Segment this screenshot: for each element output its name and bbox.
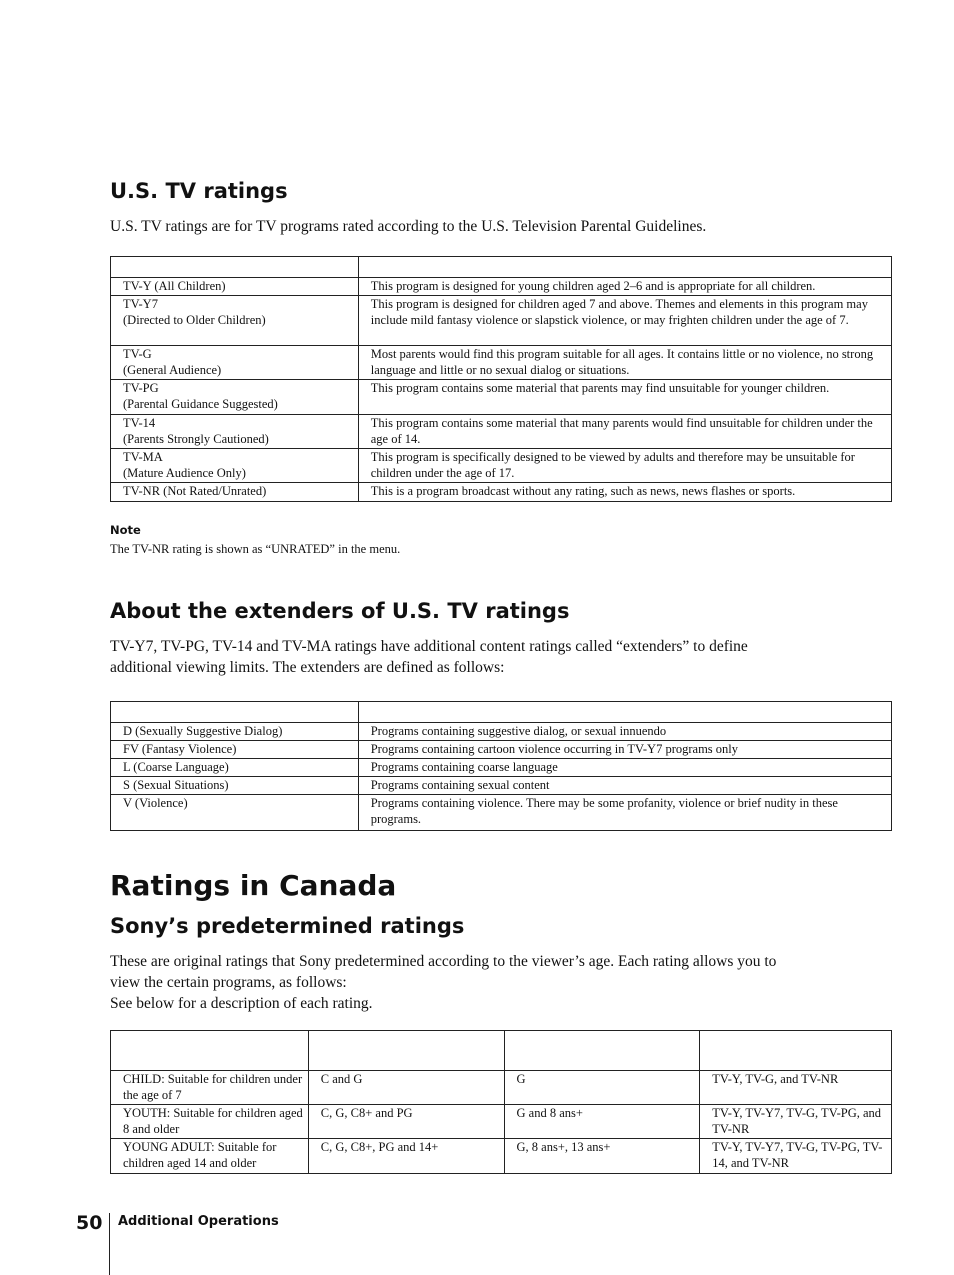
extender-cell: FV (Fantasy Violence) xyxy=(111,741,359,759)
table-row xyxy=(111,296,892,346)
rating-cell xyxy=(111,278,359,296)
table-row xyxy=(111,795,892,831)
canada-intro-line-1: These are original ratings that Sony predetermined according to the viewer’s age. Each rating allows you to xyxy=(110,953,777,970)
description-cell: Programs containing coarse language xyxy=(358,759,891,777)
table-header-cell xyxy=(504,1031,700,1071)
rating-meaning: (Mature Audience Only) xyxy=(123,466,246,480)
table-row xyxy=(111,741,892,759)
rating-name: TV-MA xyxy=(123,450,163,464)
table-row xyxy=(111,777,892,795)
extenders-heading: About the extenders of U.S. TV ratings xyxy=(110,599,570,623)
french-rating-cell: G xyxy=(504,1071,700,1105)
rating-meaning: (General Audience) xyxy=(123,363,222,377)
rating-name: TV-Y7 xyxy=(123,297,158,311)
sony-ratings-heading: Sony’s predetermined ratings xyxy=(110,914,465,938)
table-row xyxy=(111,723,892,741)
extenders-table xyxy=(110,701,892,831)
description-cell: Programs containing violence. There may be some profanity, violence or brief nudity in these programs. xyxy=(358,795,891,831)
description-cell: Most parents would find this program suitable for all ages. It contains little or no violence, no strong language and little or no sexual dialog or situations. xyxy=(358,346,891,380)
table-row xyxy=(111,346,892,380)
table-header-cell xyxy=(358,702,891,723)
english-rating-cell: C, G, C8+ and PG xyxy=(308,1105,504,1139)
extender-cell: S (Sexual Situations) xyxy=(111,777,359,795)
section-label: Additional Operations xyxy=(118,1214,279,1229)
us-rating-cell: TV-Y, TV-Y7, TV-G, TV-PG, and TV-NR xyxy=(700,1105,892,1139)
rating-name: TV-Y (All Children) xyxy=(123,279,226,293)
table-row xyxy=(111,380,892,415)
us-ratings-intro: U.S. TV ratings are for TV programs rated according to the U.S. Television Parental Guidelines. xyxy=(110,218,707,235)
us-rating-cell: TV-Y, TV-G, and TV-NR xyxy=(700,1071,892,1105)
table-row xyxy=(111,1071,892,1105)
description-cell: Programs containing sexual content xyxy=(358,777,891,795)
rating-cell xyxy=(111,296,359,346)
table-row xyxy=(111,759,892,777)
us-ratings-table xyxy=(110,256,892,502)
canada-title: Ratings in Canada xyxy=(110,869,397,902)
table-header-cell xyxy=(111,257,359,278)
table-row xyxy=(111,1139,892,1174)
rating-cell xyxy=(111,380,359,415)
us-rating-cell: TV-Y, TV-Y7, TV-G, TV-PG, TV-14, and TV-NR xyxy=(700,1139,892,1174)
table-row xyxy=(111,1105,892,1139)
extenders-intro-line-2: additional viewing limits. The extenders are defined as follows: xyxy=(110,659,505,676)
table-row xyxy=(111,449,892,483)
extender-cell: D (Sexually Suggestive Dialog) xyxy=(111,723,359,741)
rating-cell xyxy=(111,483,359,502)
french-rating-cell: G and 8 ans+ xyxy=(504,1105,700,1139)
table-header-cell xyxy=(358,257,891,278)
rating-name: TV-G xyxy=(123,347,152,361)
table-header-row xyxy=(111,1031,892,1071)
table-header-cell xyxy=(700,1031,892,1071)
rating-name: TV-PG xyxy=(123,381,159,395)
description-cell: Programs containing cartoon violence occurring in TV-Y7 programs only xyxy=(358,741,891,759)
page-number: 50 xyxy=(76,1212,103,1234)
description-cell: Programs containing suggestive dialog, or sexual innuendo xyxy=(358,723,891,741)
us-ratings-heading: U.S. TV ratings xyxy=(110,179,288,203)
rating-meaning: (Parents Strongly Cautioned) xyxy=(123,432,269,446)
rating-cell: YOUTH: Suitable for children aged 8 and older xyxy=(111,1105,309,1139)
table-header-row xyxy=(111,257,892,278)
description-cell: This program is designed for children aged 7 and above. Themes and elements in this program may include mild fantasy violence or slapstick violence, or may frighten children under the age of 7. xyxy=(358,296,891,346)
french-rating-cell: G, 8 ans+, 13 ans+ xyxy=(504,1139,700,1174)
table-row xyxy=(111,415,892,449)
extender-cell: L (Coarse Language) xyxy=(111,759,359,777)
note-text: The TV-NR rating is shown as “UNRATED” in the menu. xyxy=(110,542,401,556)
canada-intro-line-2: view the certain programs, as follows: xyxy=(110,974,347,991)
footer-divider xyxy=(109,1213,110,1275)
english-rating-cell: C and G xyxy=(308,1071,504,1105)
description-cell: This program is specifically designed to be viewed by adults and therefore may be unsuitable for children under the age of 17. xyxy=(358,449,891,483)
rating-cell xyxy=(111,415,359,449)
description-cell: This is a program broadcast without any rating, such as news, news flashes or sports. xyxy=(358,483,891,502)
rating-name: TV-NR (Not Rated/Unrated) xyxy=(123,484,267,498)
rating-cell: YOUNG ADULT: Suitable for children aged 14 and older xyxy=(111,1139,309,1174)
rating-cell: CHILD: Suitable for children under the age of 7 xyxy=(111,1071,309,1105)
rating-cell xyxy=(111,449,359,483)
table-header-cell xyxy=(111,1031,309,1071)
description-cell: This program is designed for young children aged 2–6 and is appropriate for all children. xyxy=(358,278,891,296)
extenders-intro-line-1: TV-Y7, TV-PG, TV-14 and TV-MA ratings have additional content ratings called “extenders” to define xyxy=(110,638,748,655)
description-cell: This program contains some material that many parents would find unsuitable for children under the age of 14. xyxy=(358,415,891,449)
table-header-row xyxy=(111,702,892,723)
canada-intro-line-3: See below for a description of each rating. xyxy=(110,995,373,1012)
canada-ratings-table xyxy=(110,1030,892,1174)
rating-cell xyxy=(111,346,359,380)
table-header-cell xyxy=(111,702,359,723)
table-row xyxy=(111,278,892,296)
rating-meaning: (Parental Guidance Suggested) xyxy=(123,397,278,411)
description-cell: This program contains some material that parents may find unsuitable for younger children. xyxy=(358,380,891,415)
extender-cell: V (Violence) xyxy=(111,795,359,831)
table-row xyxy=(111,483,892,502)
rating-meaning: (Directed to Older Children) xyxy=(123,313,266,327)
note-title: Note xyxy=(110,523,141,537)
rating-name: TV-14 xyxy=(123,416,156,430)
english-rating-cell: C, G, C8+, PG and 14+ xyxy=(308,1139,504,1174)
table-header-cell xyxy=(308,1031,504,1071)
